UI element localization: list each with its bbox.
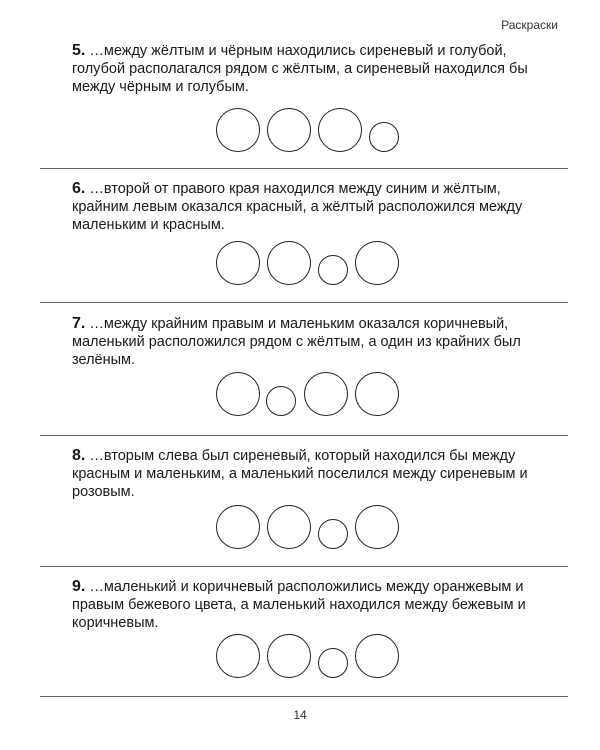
circle[interactable]	[369, 122, 399, 152]
task-7-body: …между крайним правым и маленьким оказался коричневый, маленький расположился рядом с жёлтым, а один из крайних был зелёным.	[72, 316, 521, 368]
task-8-text	[72, 447, 542, 501]
circle[interactable]	[318, 648, 348, 678]
circle[interactable]	[318, 255, 348, 285]
circle[interactable]	[355, 372, 399, 416]
circle[interactable]	[266, 386, 296, 416]
task-7-text	[72, 315, 542, 369]
divider	[40, 168, 568, 169]
circle[interactable]	[216, 108, 260, 152]
task-6-body: …второй от правого края находился между синим и жёлтым, крайним левым оказался красный, а жёлтый расположился между маленьким и красным.	[72, 181, 523, 233]
circle[interactable]	[267, 241, 311, 285]
circle[interactable]	[355, 634, 399, 678]
task-7	[72, 315, 542, 369]
task-8	[72, 447, 542, 501]
divider	[40, 302, 568, 303]
task-5-text	[72, 42, 542, 96]
task-9-text	[72, 578, 542, 632]
circle[interactable]	[318, 108, 362, 152]
task-5-body: …между жёлтым и чёрным находились сиреневый и голубой, голубой располагался рядом с жёлтым, а сиреневый находился бы между чёрным и голубым.	[72, 43, 528, 95]
circle[interactable]	[216, 372, 260, 416]
divider	[40, 696, 568, 697]
circle[interactable]	[216, 241, 260, 285]
circle[interactable]	[355, 241, 399, 285]
circle[interactable]	[304, 372, 348, 416]
task-9-number: 9.	[72, 578, 86, 595]
task-6-number: 6.	[72, 180, 86, 197]
task-5	[72, 42, 542, 96]
circle[interactable]	[355, 505, 399, 549]
task-7-number: 7.	[72, 315, 86, 332]
circle[interactable]	[318, 519, 348, 549]
task-8-body: …вторым слева был сиреневый, который находился бы между красным и маленьким, а маленький поселился между сиреневым и розовым.	[72, 448, 528, 500]
task-5-number: 5.	[72, 42, 86, 59]
task-9	[72, 578, 542, 632]
circle[interactable]	[216, 634, 260, 678]
task-9-body: …маленький и коричневый расположились между оранжевым и правым бежевого цвета, а маленький находился между бежевым и коричневым.	[72, 579, 526, 631]
task-6-text	[72, 180, 542, 234]
divider	[40, 435, 568, 436]
page-number: 14	[293, 708, 307, 722]
circle[interactable]	[267, 634, 311, 678]
circle[interactable]	[267, 108, 311, 152]
task-8-number: 8.	[72, 447, 86, 464]
task-6	[72, 180, 542, 234]
circle[interactable]	[216, 505, 260, 549]
circle[interactable]	[267, 505, 311, 549]
divider	[40, 566, 568, 567]
section-title: Раскраски	[501, 18, 558, 32]
